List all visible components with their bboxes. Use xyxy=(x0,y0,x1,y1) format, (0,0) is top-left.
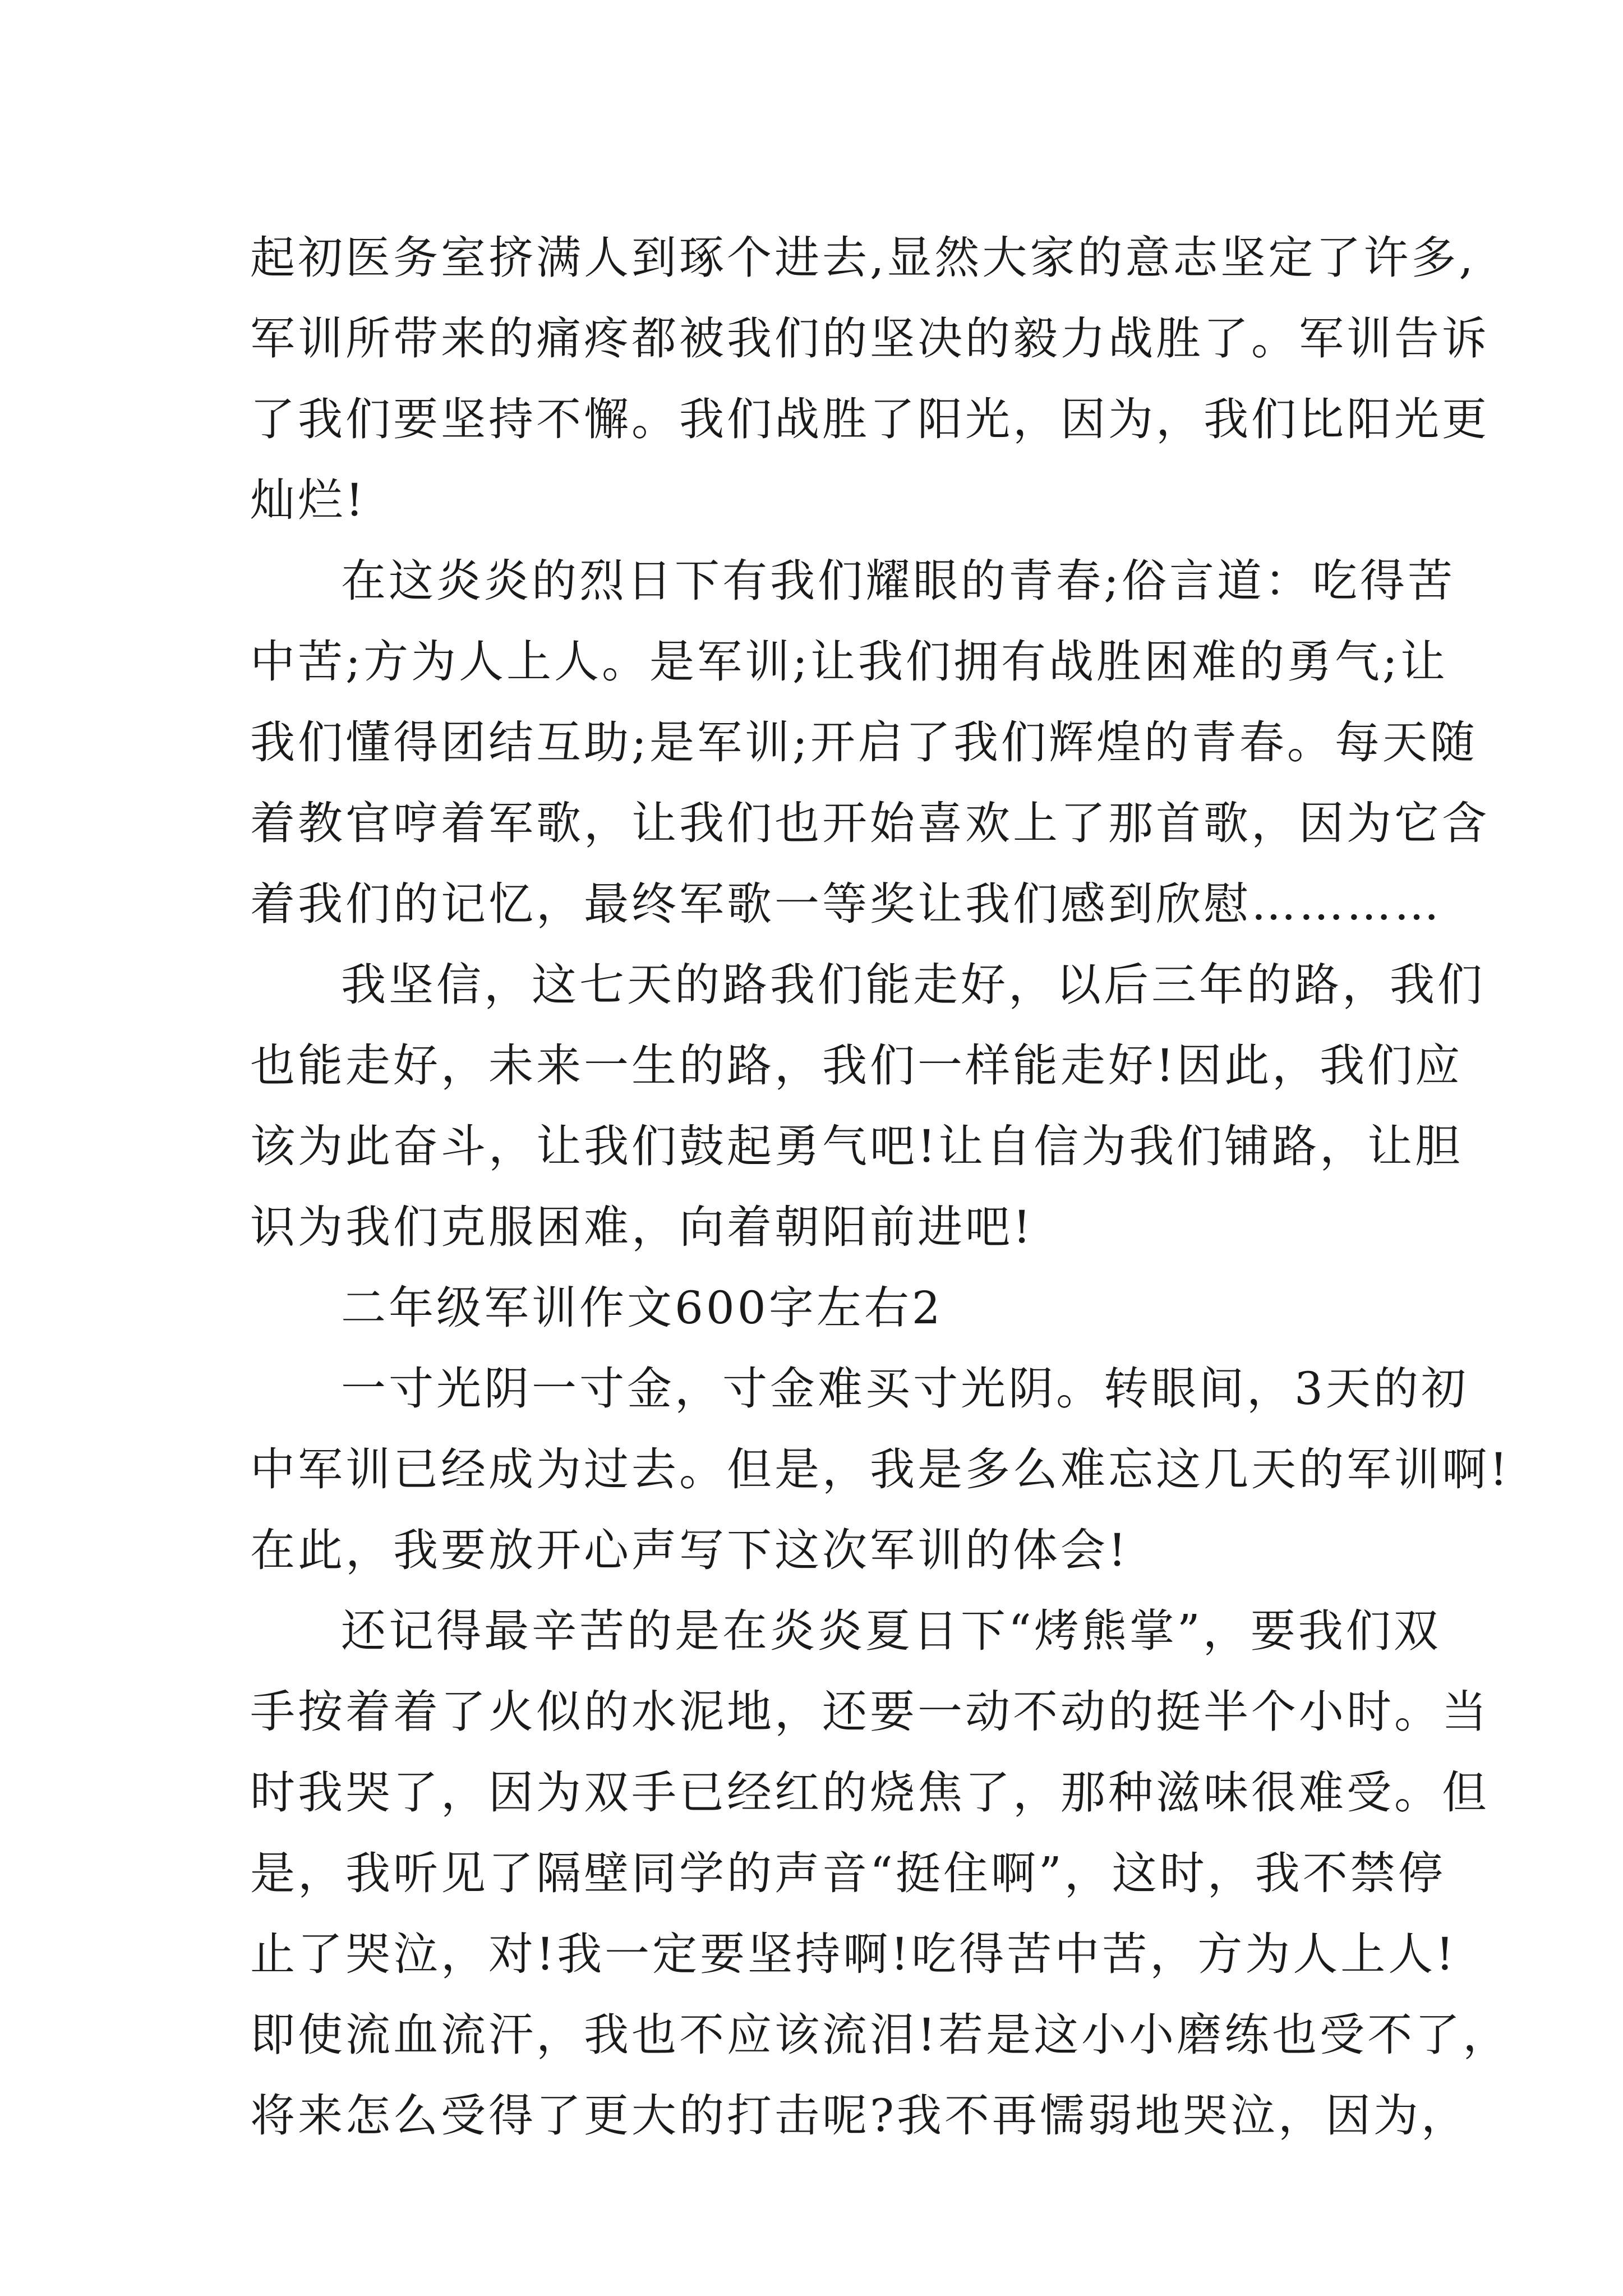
text-line: 即使流血流汗，我也不应该流泪!若是这小小磨练也受不了， xyxy=(250,2009,1511,2061)
text-line: 军训所带来的痛疼都被我们的坚决的毅力战胜了。军训告诉 xyxy=(250,312,1490,365)
document-body xyxy=(250,218,1511,2156)
text-line: 了我们要坚持不懈。我们战胜了阳光，因为，我们比阳光更 xyxy=(250,393,1490,445)
paragraph-first-line: 还记得最辛苦的是在炎炎夏日下“烤熊掌”，要我们双 xyxy=(341,1605,1441,1657)
text-line: 止了哭泣，对!我一定要坚持啊!吃得苦中苦，方为人上人! xyxy=(250,1928,1457,1980)
text-line: 中苦;方为人上人。是军训;让我们拥有战胜困难的勇气;让 xyxy=(250,636,1448,688)
text-line: 我们懂得团结互助;是军训;开启了我们辉煌的青春。每天随 xyxy=(250,716,1478,769)
text-line: 该为此奋斗，让我们鼓起勇气吧!让自信为我们铺路，让胆 xyxy=(250,1120,1463,1172)
text-line: 是，我听见了隔壁同学的声音“挺住啊”，这时，我不禁停 xyxy=(250,1847,1446,1899)
paragraph-first-line: 一寸光阴一寸金，寸金难买寸光阴。转眼间，3天的初 xyxy=(341,1363,1469,1415)
text-line: 时我哭了，因为双手已经红的烧焦了，那种滋味很难受。但 xyxy=(250,1766,1490,1819)
text-line: 在此，我要放开心声写下这次军训的体会! xyxy=(250,1524,1129,1576)
paragraph-first-line: 我坚信，这七天的路我们能走好，以后三年的路，我们 xyxy=(341,959,1485,1011)
text-line: 手按着着了火似的水泥地，还要一动不动的挺半个小时。当 xyxy=(250,1686,1490,1738)
paragraph-first-line: 在这炎炎的烈日下有我们耀眼的青春;俗言道：吃得苦 xyxy=(341,555,1455,607)
text-line: 将来怎么受得了更大的打击呢?我不再懦弱地哭泣，因为， xyxy=(250,2090,1469,2142)
text-line: 中军训已经成为过去。但是，我是多么难忘这几天的军训啊! xyxy=(250,1443,1511,1496)
section-heading: 二年级军训作文600字左右2 xyxy=(341,1282,943,1334)
text-line: 灿烂! xyxy=(250,474,367,526)
text-line: 起初医务室挤满人到琢个进去,显然大家的意志坚定了许多, xyxy=(250,232,1476,284)
text-line: 着我们的记忆，最终军歌一等奖让我们感到欣慰………… xyxy=(250,878,1442,930)
text-line: 识为我们克服困难，向着朝阳前进吧! xyxy=(250,1201,1034,1253)
text-line: 着教官哼着军歌，让我们也开始喜欢上了那首歌，因为它含 xyxy=(250,797,1490,849)
text-line: 也能走好，未来一生的路，我们一样能走好!因此，我们应 xyxy=(250,1039,1463,1092)
